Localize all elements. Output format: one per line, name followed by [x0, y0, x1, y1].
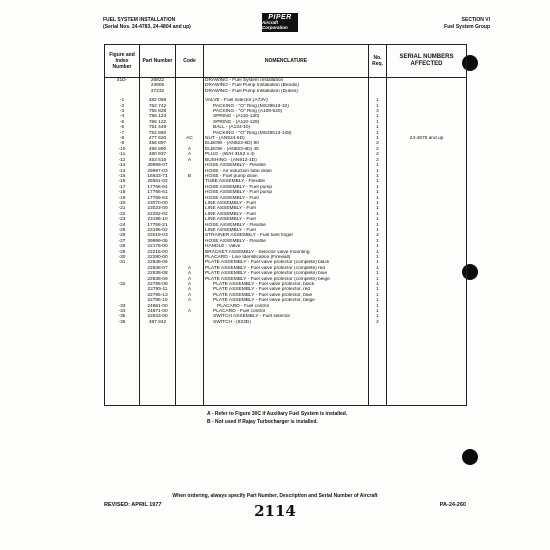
- quantity-required-cell: 1: [369, 179, 387, 184]
- figure-number-cell: -13: [105, 163, 140, 168]
- code-cell: A: [176, 287, 204, 292]
- figure-number-cell: -35: [105, 314, 140, 319]
- page-header-right: [444, 17, 490, 30]
- nomenclature-cell: LINE ASSEMBLY - Fuel: [204, 228, 369, 233]
- figure-number-cell: -32: [105, 282, 140, 287]
- part-number-cell: 23023-00: [140, 206, 176, 211]
- part-number-cell: 29997-03: [140, 169, 176, 174]
- code-cell: A: [176, 277, 204, 282]
- figure-number-cell: -36: [105, 320, 140, 325]
- quantity-required-cell: 1: [369, 250, 387, 255]
- column-header-nomenclature: NOMENCLATURE: [204, 45, 369, 78]
- figure-number-cell: -14: [105, 169, 140, 174]
- serial-affected-cell: [387, 401, 467, 406]
- code-cell: A: [176, 147, 204, 152]
- figure-number-cell: -10: [105, 147, 140, 152]
- nomenclature-cell: HOSE ASSEMBLY - Flexible: [204, 163, 369, 168]
- part-number-cell: 22838-07: [140, 266, 176, 271]
- quantity-required-cell: 4: [369, 109, 387, 114]
- part-number-cell: 23196-02: [140, 228, 176, 233]
- part-number-cell: 22216-00: [140, 250, 176, 255]
- figure-number-cell: -33: [105, 304, 140, 309]
- part-number-cell: 22280-00: [140, 255, 176, 260]
- code-cell: B: [176, 174, 204, 179]
- column-header-required: No. Req.: [369, 45, 387, 78]
- part-number-cell: 482 088: [140, 98, 176, 103]
- nomenclature-cell: LINE ASSEMBLY - Fuel: [204, 212, 369, 217]
- quantity-required-cell: 1: [369, 239, 387, 244]
- code-cell: A: [176, 266, 204, 271]
- nomenclature-cell: PLACARD - Fuel control: [204, 304, 369, 309]
- part-number-cell: 22838-08: [140, 271, 176, 276]
- quantity-required-cell: 2: [369, 320, 387, 325]
- quantity-required-cell: 1: [369, 114, 387, 119]
- nomenclature-cell: HOSE - Fuel pump drain: [204, 174, 369, 179]
- quantity-required-cell: 1: [369, 120, 387, 125]
- nomenclature-cell: HOSE ASSEMBLY - Fuel pump: [204, 190, 369, 195]
- part-number-cell: 456 890: [140, 147, 176, 152]
- quantity-required-cell: 1: [369, 304, 387, 309]
- figure-number-cell: -2: [105, 104, 140, 109]
- serial-affected-cell: 24-4878 and up: [387, 136, 467, 141]
- nomenclature-cell: PLACARD - Fuel control: [204, 309, 369, 314]
- part-number-cell: 22838-09: [140, 277, 176, 282]
- nomenclature-cell: HOSE ASSEMBLY - Flexible: [204, 239, 369, 244]
- part-number-cell: 751 449: [140, 125, 176, 130]
- part-number-cell: 22282-02: [140, 212, 176, 217]
- part-number-cell: 26822: [140, 78, 176, 84]
- figure-number-cell: [105, 401, 140, 406]
- quantity-required-cell: 2: [369, 158, 387, 163]
- logo-subtitle: Aircraft Corporation: [262, 20, 288, 30]
- figure-number-cell: 31D-: [105, 78, 140, 84]
- figure-number-cell: -16: [105, 179, 140, 184]
- nomenclature-cell: ELBOW - (AN823-6D) 90: [204, 141, 369, 146]
- quantity-required-cell: 1: [369, 217, 387, 222]
- quantity-required-cell: 1: [369, 136, 387, 141]
- serial-range: (Serial Nos. 24-4783, 24-4804 and up): [103, 23, 191, 30]
- table-row: [105, 401, 467, 406]
- nomenclature-cell: PLATE ASSEMBLY - Fuel valve protector (complete) red: [204, 266, 369, 271]
- code-cell: A: [176, 158, 204, 163]
- quantity-required-cell: 2: [369, 152, 387, 157]
- ordering-note: When ordering, always specify Part Number, Description and Serial Number of Aircraft: [172, 493, 378, 499]
- figure-number-cell: -3: [105, 109, 140, 114]
- nomenclature-cell: PLATE ASSEMBLY - Fuel valve protector (complete) beige: [204, 277, 369, 282]
- nomenclature-cell: HOSE - Air induction tube drain: [204, 169, 369, 174]
- figure-number-cell: -4: [105, 114, 140, 119]
- figure-number-cell: -34: [105, 309, 140, 314]
- figure-number-cell: -9: [105, 141, 140, 146]
- figure-number-cell: -18: [105, 190, 140, 195]
- figure-number-cell: -17: [105, 185, 140, 190]
- part-number-cell: 24906: [140, 83, 176, 88]
- figure-number-cell: -19: [105, 196, 140, 201]
- code-cell: A: [176, 298, 204, 303]
- part-number-cell: 755 828: [140, 109, 176, 114]
- nomenclature-cell: HOSE ASSEMBLY - Flexible: [204, 223, 369, 228]
- figure-number-cell: -11: [105, 152, 140, 157]
- quantity-required-cell: 1: [369, 260, 387, 265]
- figure-number-cell: -26: [105, 233, 140, 238]
- table-header-row: [105, 45, 467, 78]
- parts-list-table: [104, 44, 467, 406]
- part-number-cell: 22843-00: [140, 314, 176, 319]
- figure-number-cell: -29: [105, 250, 140, 255]
- figure-number-cell: -5: [105, 120, 140, 125]
- nomenclature-cell: SPRING - (A110-130): [204, 114, 369, 119]
- part-number-cell: 756 123: [140, 114, 176, 119]
- part-number-cell: 16633-71: [140, 174, 176, 179]
- part-number-cell: 22795-15: [140, 298, 176, 303]
- figure-number-cell: -25: [105, 228, 140, 233]
- figure-number-cell: -12: [105, 158, 140, 163]
- quantity-required-cell: 1: [369, 201, 387, 206]
- nomenclature-cell: PLATE ASSEMBLY - Fuel valve protector, blue: [204, 293, 369, 298]
- code-cell: A: [176, 309, 204, 314]
- part-number-cell: 17766-21: [140, 223, 176, 228]
- nomenclature-cell: PLATE ASSEMBLY - Fuel valve protector (complete) black: [204, 260, 369, 265]
- quantity-required-cell: 1: [369, 169, 387, 174]
- nomenclature-cell: PACKING - "O" Ring (MS29513-148): [204, 131, 369, 136]
- part-number-cell: 487 842: [140, 320, 176, 325]
- figure-number-cell: -27: [105, 239, 140, 244]
- nomenclature-cell: BRACKET ASSEMBLY - Selector valve mounting: [204, 250, 369, 255]
- nomenclature-cell: SWITCH ASSEMBLY - Fuel selector: [204, 314, 369, 319]
- nomenclature-cell: SWITCH - (923D): [204, 320, 369, 325]
- quantity-required-cell: 1: [369, 277, 387, 282]
- quantity-required-cell: 1: [369, 255, 387, 260]
- part-number-cell: 453 616: [140, 158, 176, 163]
- code-cell: A: [176, 271, 204, 276]
- part-number-cell: 17766-61: [140, 190, 176, 195]
- figure-number-cell: -1: [105, 98, 140, 103]
- nomenclature-cell: DRAWING - Fuel Pump Installation (Bendix): [204, 83, 369, 88]
- part-number-cell: 23070-00: [140, 201, 176, 206]
- logo-brand: PIPER: [268, 14, 292, 21]
- figure-number-cell: -28: [105, 244, 140, 249]
- quantity-required-cell: 1: [369, 212, 387, 217]
- part-number-cell: 24871-00: [140, 309, 176, 314]
- nomenclature-cell: STRAINER ASSEMBLY - Fuel tank finger: [204, 233, 369, 238]
- nomenclature-cell: PLATE ASSEMBLY - Fuel valve protector, black: [204, 282, 369, 287]
- part-number-cell: 39999-05: [140, 239, 176, 244]
- nomenclature-cell: DRAWING - Fuel System Installation: [204, 78, 369, 84]
- binder-hole-icon: [462, 449, 478, 465]
- figure-number-cell: -21: [105, 206, 140, 211]
- nomenclature-cell: LINE ASSEMBLY - Fuel: [204, 206, 369, 211]
- part-number-cell: 752 742: [140, 104, 176, 109]
- part-number-cell: 477 620: [140, 136, 176, 141]
- part-number-cell: 17766-64: [140, 185, 176, 190]
- quantity-required-cell: 1: [369, 293, 387, 298]
- notes-block: [207, 411, 347, 426]
- part-number-cell: 39999-07: [140, 163, 176, 168]
- quantity-required-cell: 1: [369, 125, 387, 130]
- part-number-cell: 23018-03: [140, 233, 176, 238]
- code-cell: A: [176, 152, 204, 157]
- revision-date: REVISED: APRIL 1977: [104, 502, 162, 508]
- nomenclature-cell: TUBE ASSEMBLY - Flexible: [204, 179, 369, 184]
- code-cell: [176, 401, 204, 406]
- figure-number-cell: -8: [105, 136, 140, 141]
- code-cell: A: [176, 282, 204, 287]
- nomenclature-cell: LINE ASSEMBLY - Fuel: [204, 217, 369, 222]
- quantity-required-cell: [369, 401, 387, 406]
- part-number-cell: 22795-08: [140, 282, 176, 287]
- quantity-required-cell: 1: [369, 309, 387, 314]
- part-number-cell: 456 897: [140, 141, 176, 146]
- part-number-cell: 22795-11: [140, 287, 176, 292]
- nomenclature-cell: HOSE ASSEMBLY - Fuel: [204, 196, 369, 201]
- figure-number-cell: -24: [105, 223, 140, 228]
- quantity-required-cell: 1: [369, 223, 387, 228]
- nomenclature-cell: BALL - (A134-10): [204, 125, 369, 130]
- group-label: Fuel System Group: [444, 23, 490, 30]
- piper-logo: [262, 13, 298, 32]
- code-cell: A: [176, 293, 204, 298]
- nomenclature-cell: PLATE ASSEMBLY - Fuel valve protector (complete) blue: [204, 271, 369, 276]
- figure-number-cell: -22: [105, 212, 140, 217]
- part-number-cell: 22838-06: [140, 260, 176, 265]
- part-number-cell: 24861-00: [140, 304, 176, 309]
- part-number-cell: 23196-10: [140, 217, 176, 222]
- nomenclature-cell: PLUG - (W/H 3152 x 4): [204, 152, 369, 157]
- quantity-required-cell: 1: [369, 282, 387, 287]
- nomenclature-cell: PLATE ASSEMBLY - Fuel valve protector, beige: [204, 298, 369, 303]
- quantity-required-cell: 1: [369, 104, 387, 109]
- nomenclature-cell: VALVE - Fuel selector (A73V): [204, 98, 369, 103]
- part-number-cell: 17766-63: [140, 196, 176, 201]
- figure-number-cell: -20: [105, 201, 140, 206]
- nomenclature-cell: ELBOW - (AN823-6D) 45: [204, 147, 369, 152]
- section-label: SECTION VI: [461, 17, 490, 23]
- quantity-required-cell: 1: [369, 206, 387, 211]
- figure-number-cell: -15: [105, 174, 140, 179]
- part-number-cell: 756 122: [140, 120, 176, 125]
- figure-number-cell: -7: [105, 131, 140, 136]
- column-header-part: Part Number: [140, 45, 176, 78]
- part-number-cell: 480 937: [140, 152, 176, 157]
- figure-number-cell: -23: [105, 217, 140, 222]
- column-header-serial: SERIAL NUMBERS AFFECTED: [387, 45, 467, 78]
- quantity-required-cell: 1: [369, 314, 387, 319]
- quantity-required-cell: 1: [369, 131, 387, 136]
- nomenclature-cell: HANDLE - Valve: [204, 244, 369, 249]
- document-title: FUEL SYSTEM INSTALLATION: [103, 17, 176, 23]
- nomenclature-cell: PLACARD - Line Identification (Firewall): [204, 255, 369, 260]
- nomenclature-cell: [204, 401, 369, 406]
- quantity-required-cell: 1: [369, 271, 387, 276]
- note-a: A - Refer to Figure 30C if Auxiliary Fuel System is installed.: [207, 411, 348, 417]
- quantity-required-cell: 2: [369, 147, 387, 152]
- figure-number-cell: -31: [105, 260, 140, 265]
- nomenclature-cell: PACKING - "O" Ring (A108-520): [204, 109, 369, 114]
- nomenclature-cell: BUSHING - (AN912-1D): [204, 158, 369, 163]
- part-number-cell: 25551-02: [140, 179, 176, 184]
- page-number: 2114: [254, 502, 296, 520]
- quantity-required-cell: 1: [369, 185, 387, 190]
- nomenclature-cell: DRAWING - Fuel Pump Installation (Dukes): [204, 89, 369, 94]
- nomenclature-cell: PLATE ASSEMBLY - Fuel valve protector, red: [204, 287, 369, 292]
- nomenclature-cell: NUT - (AN924-6D): [204, 136, 369, 141]
- quantity-required-cell: 1: [369, 287, 387, 292]
- quantity-required-cell: 1: [369, 228, 387, 233]
- part-number-cell: 22175-00: [140, 244, 176, 249]
- column-header-figure: Figure and Index Number: [105, 45, 140, 78]
- part-number-cell: [140, 401, 176, 406]
- part-number-cell: 22795-13: [140, 293, 176, 298]
- nomenclature-cell: LINE ASSEMBLY - Fuel: [204, 201, 369, 206]
- quantity-required-cell: 1: [369, 190, 387, 195]
- quantity-required-cell: 2: [369, 141, 387, 146]
- nomenclature-cell: HOSE ASSEMBLY - Fuel pump: [204, 185, 369, 190]
- part-number-cell: 752 860: [140, 131, 176, 136]
- quantity-required-cell: 2: [369, 233, 387, 238]
- part-number-cell: 27232: [140, 89, 176, 94]
- quantity-required-cell: 1: [369, 98, 387, 103]
- figure-number-cell: -6: [105, 125, 140, 130]
- quantity-required-cell: 1: [369, 174, 387, 179]
- page-header-left: [103, 17, 191, 30]
- quantity-required-cell: 1: [369, 298, 387, 303]
- quantity-required-cell: 1: [369, 196, 387, 201]
- quantity-required-cell: 1: [369, 163, 387, 168]
- quantity-required-cell: 1: [369, 244, 387, 249]
- code-cell: AC: [176, 136, 204, 141]
- nomenclature-cell: PACKING - "O" Ring (MS29513-10): [204, 104, 369, 109]
- note-b: B - Not used if Rajay Turbocharger is installed.: [207, 418, 318, 425]
- column-header-code: Code: [176, 45, 204, 78]
- figure-number-cell: -30: [105, 255, 140, 260]
- document-code: PA-24-260: [439, 502, 466, 508]
- quantity-required-cell: 1: [369, 266, 387, 271]
- parts-table-body: [105, 78, 467, 406]
- nomenclature-cell: SPRING - (A110-129): [204, 120, 369, 125]
